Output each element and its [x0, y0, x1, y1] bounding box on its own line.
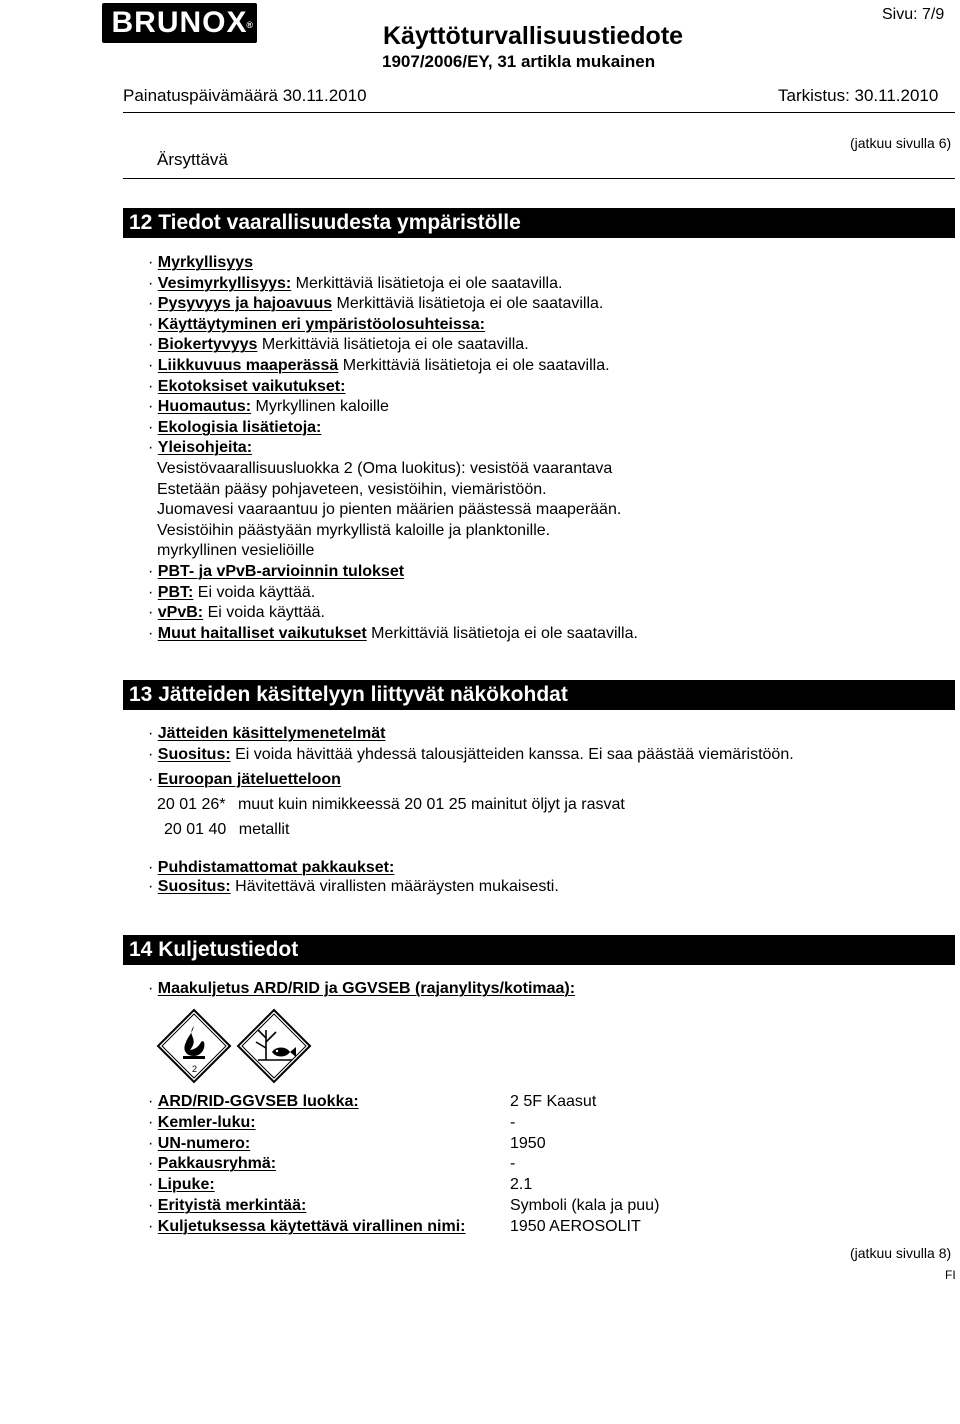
property-label: PBT- ja vPvB-arvioinnin tulokset — [157, 563, 405, 580]
waste-code-row-2 — [164, 821, 289, 839]
uncleaned-packaging-label: · Puhdistamattomat pakkaukset: — [148, 859, 395, 876]
property-line: · Pysyvyys ja hajoavuus Merkittäviä lisätietoja ei ole saatavilla. — [148, 295, 604, 313]
recommendation-line: · Suositus: Ei voida hävittää yhdessä talousjätteiden kanssa. Ei saa päästää viemäristöön. — [148, 746, 794, 763]
document-title: Käyttöturvallisuustiedote — [383, 22, 684, 50]
property-label: Vesimyrkyllisyys: — [157, 274, 292, 292]
transport-value: Symboli (kala ja puu) — [510, 1197, 660, 1214]
waste-description: muut kuin nimikkeessä 20 01 25 mainitut öljyt ja rasvat — [237, 796, 625, 813]
property-label: Ekologisia lisätietoja: — [157, 418, 322, 436]
property-label: Myrkyllisyys — [157, 254, 253, 271]
top-divider — [123, 178, 955, 179]
waste-code: 20 01 26* — [157, 796, 226, 813]
review-date: Tarkistus: 30.11.2010 — [778, 86, 939, 105]
general-note-line: myrkyllinen vesieliöille — [157, 542, 315, 560]
section-13-heading: 13 Jätteiden käsittelyyn liittyvät näkökohdat — [123, 680, 955, 710]
property-value: Myrkyllinen kaloille — [251, 398, 389, 416]
property-label: Käyttäytyminen eri ympäristöolosuhteissa: — [157, 315, 485, 333]
property-line: · Ekotoksiset vaikutukset: — [148, 377, 346, 395]
pictogram-class-number: 2 — [192, 1064, 198, 1074]
property-value: Merkittäviä lisätietoja ei ole saatavilla. — [257, 336, 529, 354]
property-line: · PBT- ja vPvB-arvioinnin tulokset — [148, 563, 405, 580]
property-line: · Myrkyllisyys — [148, 254, 253, 271]
page-number: Sivu: 7/9 — [882, 6, 945, 23]
property-line: · Yleisohjeita: — [148, 439, 253, 457]
property-label: Ekotoksiset vaikutukset: — [157, 377, 346, 395]
language-code: FI — [945, 1268, 956, 1282]
property-value: Ei voida käyttää. — [203, 604, 325, 622]
general-note-line: Vesistövaarallisuusluokka 2 (Oma luokitus): vesistöä vaarantava — [157, 460, 613, 477]
transport-row: · Lipuke: 2.1 — [148, 1176, 533, 1194]
property-value: Merkittäviä lisätietoja ei ole saatavilla. — [366, 624, 638, 642]
property-label: Yleisohjeita: — [157, 439, 253, 457]
general-note-line: Juomavesi vaaraantuu jo pienten määrien päästessä maaperään. — [157, 501, 622, 519]
property-line: · Vesimyrkyllisyys: Merkittäviä lisätietoja ei ole saatavilla. — [148, 274, 563, 292]
transport-value: - — [510, 1113, 516, 1131]
transport-row: · Erityistä merkintää: Symboli (kala ja puu) — [148, 1197, 660, 1214]
property-label: Huomautus: — [157, 398, 252, 416]
logo-text: BRUNOX — [111, 6, 248, 39]
general-note-line: Estetään pääsy pohjaveteen, vesistöihin, viemäristöön. — [157, 480, 547, 498]
property-value: Merkittäviä lisätietoja ei ole saatavilla. — [332, 295, 604, 313]
waste-code: 20 01 40 — [164, 821, 227, 838]
print-date: Painatuspäivämäärä 30.11.2010 — [123, 86, 367, 105]
brunox-logo — [102, 3, 257, 43]
property-line: · Huomautus: Myrkyllinen kaloille — [148, 398, 389, 416]
transport-label: Kuljetuksessa käytettävä virallinen nimi: — [157, 1217, 466, 1235]
transport-value: 2 5F Kaasut — [510, 1093, 597, 1110]
waste-code-row-1 — [157, 796, 625, 814]
transport-label: Pakkausryhmä: — [157, 1155, 277, 1173]
recommendation2-line: · Suositus: Hävitettävä virallisten määräysten mukaisesti. — [148, 878, 559, 895]
transport-value: 1950 — [510, 1134, 546, 1152]
continued-to: (jatkuu sivulla 8) — [850, 1245, 952, 1261]
property-label: vPvB: — [157, 604, 204, 622]
transport-value: 2.1 — [510, 1176, 533, 1194]
transport-row: · Kuljetuksessa käytettävä virallinen nimi: 1950 AEROSOLIT — [148, 1217, 641, 1235]
property-value: Merkittäviä lisätietoja ei ole saatavilla. — [338, 357, 610, 374]
transport-row: · ARD/RID-GGVSEB luokka: 2 5F Kaasut — [148, 1093, 597, 1110]
property-line: · vPvB: Ei voida käyttää. — [148, 604, 325, 622]
flammable-gas-pictogram — [156, 1008, 232, 1084]
property-line: · Käyttäytyminen eri ympäristöolosuhteissa: — [148, 315, 485, 333]
transport-label: Kemler-luku: — [157, 1113, 256, 1131]
property-line: · Muut haitalliset vaikutukset Merkittäviä lisätietoja ei ole saatavilla. — [148, 624, 638, 642]
registered-mark-icon: ® — [246, 20, 254, 30]
property-label: Biokertyvyys — [157, 336, 258, 354]
property-line: · Liikkuvuus maaperässä Merkittäviä lisätietoja ei ole saatavilla. — [148, 357, 610, 374]
road-transport-label: · Maakuljetus ARD/RID ja GGVSEB (rajanylitys/kotimaa): — [148, 980, 576, 997]
general-note-line: Vesistöihin päästyään myrkyllistä kaloille ja planktonille. — [157, 521, 551, 539]
environment-hazard-pictogram — [236, 1008, 312, 1084]
section-14-heading: 14 Kuljetustiedot — [123, 935, 955, 965]
waste-methods-label: · Jätteiden käsittelymenetelmät — [148, 725, 386, 742]
transport-label: ARD/RID-GGVSEB luokka: — [157, 1093, 359, 1110]
transport-row: · Kemler-luku: - — [148, 1113, 516, 1131]
property-line: · Ekologisia lisätietoja: — [148, 418, 322, 436]
property-line: · Biokertyvyys Merkittäviä lisätietoja ei ole saatavilla. — [148, 336, 529, 354]
transport-label: Lipuke: — [157, 1176, 215, 1194]
transport-row: · Pakkausryhmä: - — [148, 1155, 516, 1173]
section-12-heading: 12 Tiedot vaarallisuudesta ympäristölle — [123, 208, 955, 238]
irritant-label: Ärsyttävä — [157, 150, 228, 169]
header-divider — [123, 112, 955, 113]
transport-value: - — [510, 1155, 516, 1173]
property-label: Muut haitalliset vaikutukset — [157, 624, 367, 642]
transport-row: · UN-numero: 1950 — [148, 1134, 546, 1152]
property-label: PBT: — [157, 583, 194, 601]
transport-value: 1950 AEROSOLIT — [510, 1217, 641, 1235]
document-subtitle: 1907/2006/EY, 31 artikla mukainen — [382, 52, 656, 71]
continued-from: (jatkuu sivulla 6) — [850, 135, 952, 151]
transport-label: Erityistä merkintää: — [157, 1197, 307, 1214]
transport-label: UN-numero: — [157, 1134, 251, 1152]
property-label: Liikkuvuus maaperässä — [157, 357, 339, 374]
property-label: Pysyvyys ja hajoavuus — [157, 295, 333, 313]
property-line: · PBT: Ei voida käyttää. — [148, 583, 316, 601]
waste-description: metallit — [238, 821, 290, 838]
property-value: Merkittäviä lisätietoja ei ole saatavilla. — [291, 274, 563, 292]
property-value: Ei voida käyttää. — [193, 583, 316, 601]
waste-catalogue-label: · Euroopan jäteluetteloon — [148, 771, 341, 788]
